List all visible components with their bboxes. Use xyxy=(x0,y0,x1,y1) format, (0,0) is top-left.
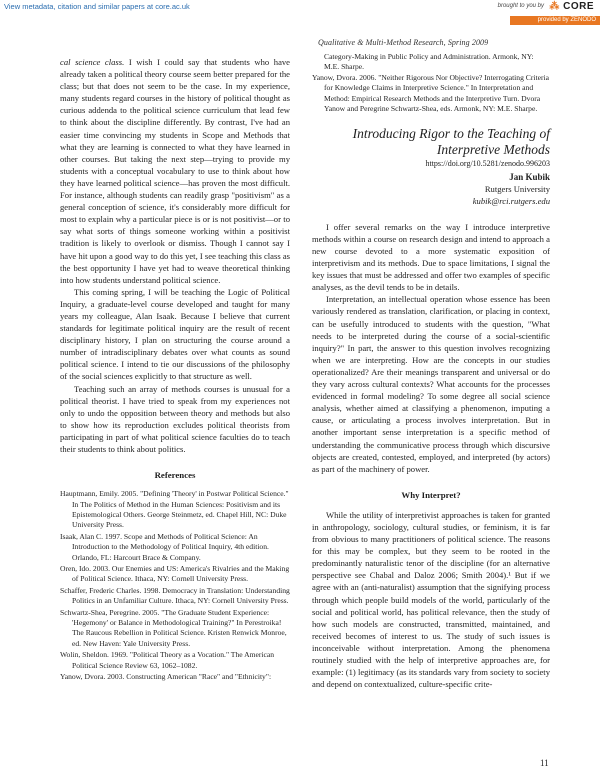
article-title: Introducing Rigor to the Teaching of Interpretive Methods xyxy=(352,126,550,158)
reference-item: Yanow, Dvora. 2006. "Neither Rigorous Nor Objective? Interrogating Criteria for Knowledge Claims in Interpretive Science." In Interpretation and Method: Empirical Research Methods and the Interpretive Turn. Dvora Yanow and Peregrine Schwartz-Shea, eds. Armonk, NY: M.E. Sharpe. xyxy=(312,72,549,114)
paragraph: I offer several remarks on the way I introduce interpretive methods within a course on research design and intend to approach a new course devoted to a more systematic exposition of interpretivism and its methods. Due to space limitations, I signal the key issues that must be addressed and offer two examples of specific analyses, as the devil tends to be in details. xyxy=(312,221,550,293)
page-number: 11 xyxy=(540,758,549,768)
paragraph: This coming spring, I will be teaching the Logic of Political Inquiry, a graduate-level course developed and taught for many years my colleague, Alan Isaak. Because I believe that current standards for legitimate political inquiry are the result of recent disciplinary history, I plan on structuring the course around a number of intradisciplinary debates over what counts as sound political science. I intend to tie our discussions of the philosophy of the social sciences explicitly to that structure as well. xyxy=(60,286,290,382)
brought-by-label: brought to you by xyxy=(497,3,544,9)
reference-item: Hauptmann, Emily. 2005. "Defining 'Theory' in Postwar Political Science." In The Politics of Method in the Human Sciences: Positivism and its Epistemological Others. George Steinmetz, ed. Chapel Hill, NC: Duke University Press. xyxy=(60,489,289,530)
author-email[interactable]: kubik@rci.rutgers.edu xyxy=(472,195,550,206)
paragraph: While the utility of interpretivist approaches is taken for granted in anthropology, sociology, cultural studies, or feminism, it is far from obvious to many practitioners of political science. The reasons for this may be complex, but they seem to be rooted in the predominantly naturalistic tenor of the discipline (for an alternative perspective see Chabal and Daloz 2006; Smith 2004).¹ But if we agree with an (anti-naturalist) assumption that the signifying process through which people build models of the world, particularly of the social and political world, has political relevance, then the study of how such models are constructed, transmitted, maintained, and received becomes of interest to us. The study of such issues is inconceivable without interpretation. Among the phenomena routinely studied with the help of interpretive approaches are, for example: (1) legitimacy (as its standards vary from society to society and depend on contextualized, culture-specific crite- xyxy=(312,509,550,690)
reference-item: Schaffer, Frederic Charles. 1998. Democracy in Translation: Understanding Politics in an Unfamiliar Culture. Ithaca, NY: Cornell University Press. xyxy=(60,585,290,606)
references-heading: References xyxy=(154,470,196,481)
running-header: Qualitative & Multi-Method Research, Spring 2009 xyxy=(318,38,489,47)
paragraph: Teaching such an array of methods courses is unusual for a political theorist. I have tried to speak from my experiences not only to undo the opposition between theory and methods but also to show how its reproduction excludes political theorists from participating in part of what political science faculties do to teach their students to think about politics. xyxy=(60,383,290,454)
author-affiliation: Rutgers University xyxy=(484,183,550,194)
article-header xyxy=(312,126,550,206)
reference-item: Category-Making in Public Policy and Administration. Armonk, NY: M.E. Sharpe. xyxy=(324,52,534,72)
right-column xyxy=(312,52,550,690)
core-banner xyxy=(0,0,600,26)
metadata-link[interactable]: View metadata, citation and similar papers at core.ac.uk xyxy=(4,2,190,11)
core-logo[interactable]: ⁂ CORE xyxy=(549,1,594,12)
left-column xyxy=(60,56,290,684)
reference-item: Isaak, Alan C. 1997. Scope and Methods of Political Science: An Introduction to the Methodology of Political Inquiry, 4th edition. Orlando, FL: Harcourt Brace & Company. xyxy=(60,531,269,562)
author-name: Jan Kubik xyxy=(509,171,550,182)
section-heading: Why Interpret? xyxy=(401,489,461,500)
reference-item: Oren, Ido. 2003. Our Enemies and US: America's Rivalries and the Making of Political Science. Ithaca, NY: Cornell University Press. xyxy=(60,564,290,584)
references-list xyxy=(60,489,290,682)
paragraph: cal science class. I wish I could say that students who have already taken a political theory course seem better prepared for the class; but that does not seem to be the case. In my experience, many students regard courses in the history of political thought as curious addenda to the political science curriculum that lead few to think about the discipline differently. By contrast, I've had an easier time convincing my students in Scope and Methods that what they are learning is connected to what they have learned in other courses. But taking the next step—trying to provide my students with a conceptual vocabulary to use to think about how they have learned political science—has proven the most difficult. For instance, although students can readily grasp "positivism" as a general conception of science, it's considerably more difficult for most to explain why a particular piece is or is not positivist—or to say what sorts of things someone working within a positivist tradition is likely to overlook or dismiss. Though I cannot say I have hit upon a good way to do this yet, I see teaching this class as the best opportunity I have yet had to weave theoretical thinking into how students understand political science. xyxy=(60,57,290,285)
paragraph-lead: cal science class. xyxy=(60,57,125,67)
doi-link[interactable]: https://doi.org/10.5281/zenodo.996203 xyxy=(425,159,550,169)
reference-item: Wolin, Sheldon. 1969. "Political Theory as a Vocation." The American Political Science Review 63, 1062–1082. xyxy=(60,650,275,670)
reference-item: Yanow, Dvora. 2003. Constructing American "Race" and "Ethnicity": xyxy=(60,672,272,682)
continued-references xyxy=(312,52,550,114)
paragraph: Interpretation, an intellectual operation whose essence has been variously rendered as translation, clarification, or placing in context, can be usefully introduced to students with the question, "What needs to be interpreted during the course of a social-scientific inquiry?" In part, the answer to this question involves recognizing when we are interpreting. How are the concepts in our studies operationalized? Are their meanings transparent and universal or do they vary across cultural contexts? What accounts for the processes evidenced in formal modeling? To some degree all social science analysis, whether aimed at classifying a phenomenon, imputing a cause, or articulating a process involves interpretation. But in another important sense interpretation is a specific method of understanding the communicative process through which discursive objects are created, contested, employed, and interpreted (by actors) as part of the machinery of power. xyxy=(312,294,550,474)
reference-item: Schwartz-Shea, Peregrine. 2005. "The Graduate Student Experience: 'Hegemony' or Balance in Methodological Training?" In Perestroika! The Raucous Rebellion in Political Science. Kristen Renwick Monroe, ed. New Haven: Yale University Press. xyxy=(60,607,287,648)
provided-by-label[interactable]: provided by ZENODO xyxy=(510,16,600,25)
